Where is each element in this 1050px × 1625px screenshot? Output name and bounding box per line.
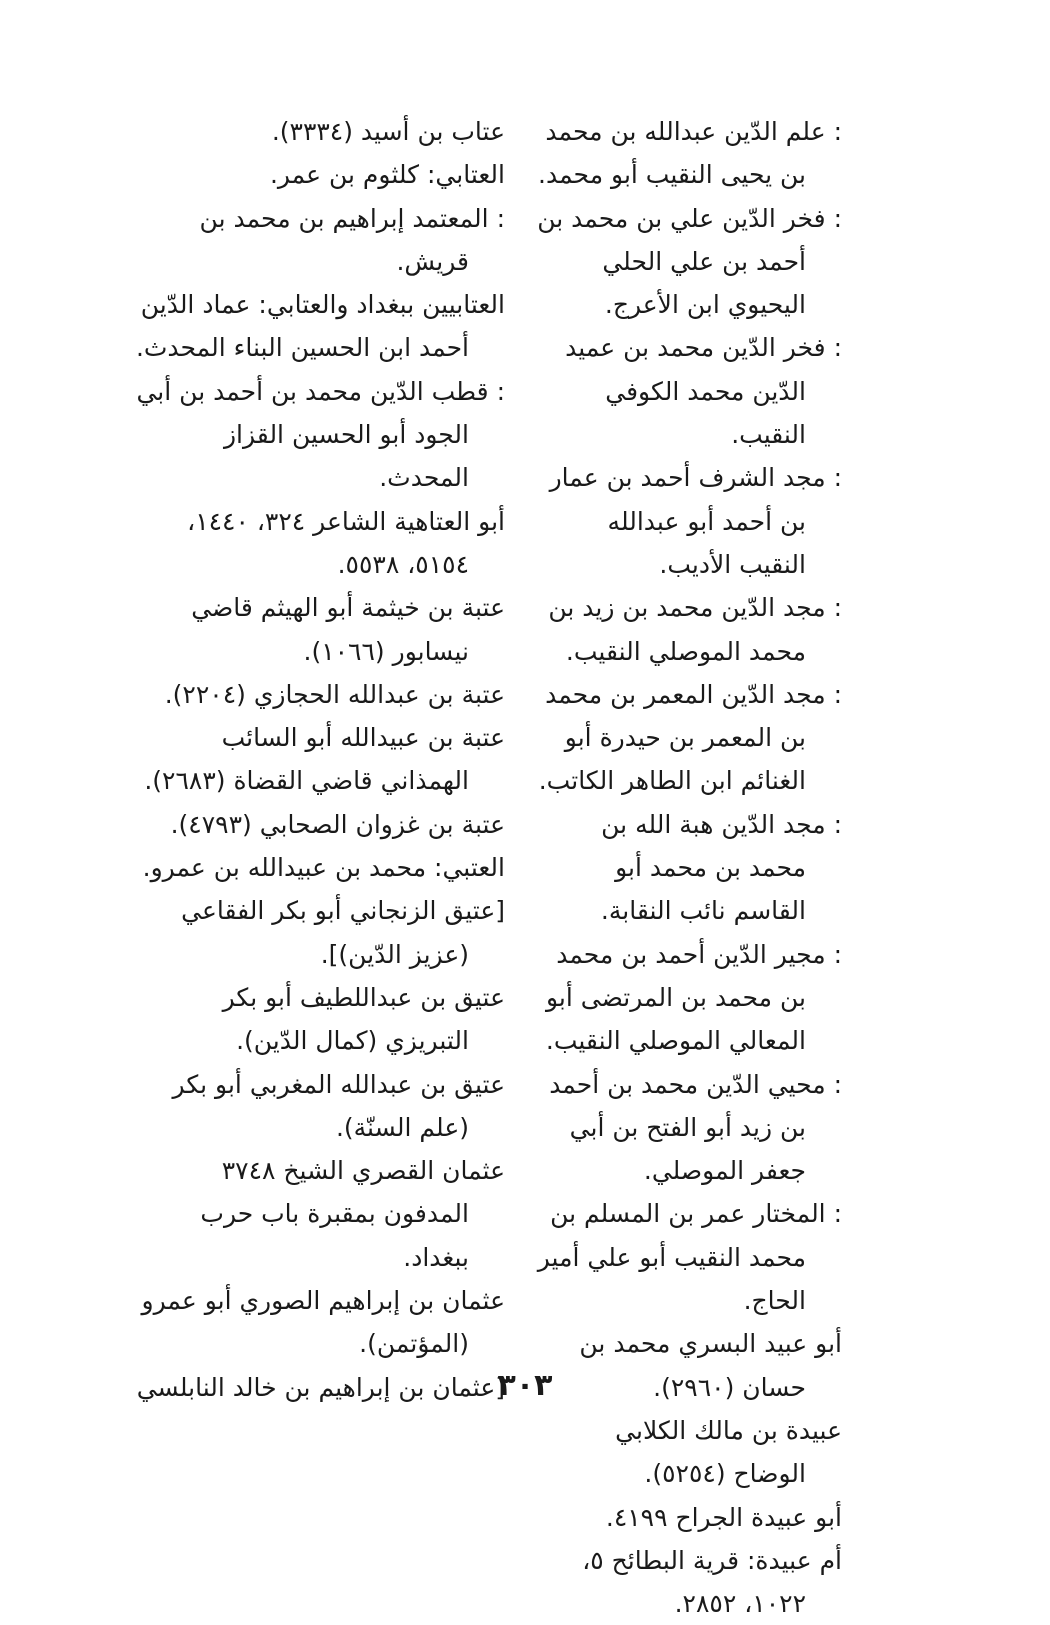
index-entry: أبو عبيدة الجراح ٤١٩٩. [605, 1502, 842, 1532]
index-entry: : مجد الدّين المعمر بن محمد بن المعمر بن حيدرة أبو الغنائم ابن الطاهر الكاتب. [538, 679, 842, 796]
index-entry: عتبة بن خيثمة أبو الهيثم قاضي نيسابور (١٠٦٦). [191, 593, 505, 666]
index-entry: عثمان بن إبراهيم الصوري أبو عمرو (المؤتمن). [141, 1286, 505, 1359]
index-entry: العتبي: محمد بن عبيدالله بن عمرو. [142, 853, 505, 883]
index-entry: عتبة بن عبيدالله أبو السائب الهمذاني قاضي القضاة (٢٦٨٣). [144, 723, 505, 796]
index-entry: أم عبيدة: قرية البطائح ٥، ١٠٢٢، ٢٨٥٢. [582, 1545, 842, 1619]
page-number: ٣٠٣ [497, 1368, 553, 1403]
index-entry: عتبة بن غزوان الصحابي (٤٧٩٣). [170, 809, 505, 839]
index-entry: العتابي: كلثوم بن عمر. [269, 160, 505, 190]
index-entry: عثمان القصري الشيخ ٣٧٤٨ المدفون بمقبرة باب حرب ببغداد. [200, 1156, 505, 1272]
index-entry: عتيق بن عبدالله المغربي أبو بكر (علم السنّة). [172, 1069, 505, 1142]
index-entry: أبو عبيد البسري محمد بن حسان (٢٩٦٠). [579, 1329, 842, 1402]
index-entry: : محيي الدّين محمد بن أحمد بن زيد أبو الفتح بن أبي جعفر الموصلي. [549, 1069, 842, 1186]
index-entry: : فخر الدّين علي بن محمد بن أحمد بن علي الحلي اليحيوي ابن الأعرج. [537, 203, 842, 320]
index-entry: : المختار عمر بن المسلم بن محمد النقيب أبو علي أمير الحاج. [537, 1199, 842, 1316]
index-entry: : علم الدّين عبدالله بن محمد بن يحيى النقيب أبو محمد. [538, 117, 842, 190]
index-entry: أبو العتاهية الشاعر ٣٢٤، ١٤٤٠، ٥١٥٤، ٥٥٣٨. [187, 506, 505, 579]
index-entry: العتابيين ببغداد والعتابي: عماد الدّين أحمد ابن الحسين البناء المحدث. [135, 290, 505, 363]
index-entry: عتاب بن أسيد (٣٣٣٤). [271, 117, 505, 146]
index-entry: : مجد الشرف أحمد بن عمار بن أحمد أبو عبدالله النقيب الأديب. [549, 463, 842, 579]
index-column-left [133, 110, 505, 1409]
index-entry: : فخر الدّين محمد بن عميد الدّين محمد الكوفي النقيب. [565, 333, 842, 450]
index-entry: [عثمان بن إبراهيم بن خالد النابلسي [136, 1372, 505, 1402]
index-entry: عتبة بن عبدالله الحجازي (٢٢٠٤). [164, 679, 505, 709]
index-entry: عبيدة بن مالك الكلابي الوضاح (٥٢٥٤). [615, 1415, 842, 1489]
index-entry: : قطب الدّين محمد بن أحمد بن أبي الجود أبو الحسين القزاز المحدث. [136, 376, 505, 493]
index-entry: عتيق بن عبداللطيف أبو بكر التبريزي (كمال الدّين). [222, 982, 505, 1056]
index-entry: : مجد الدّين محمد بن زيد بن محمد الموصلي النقيب. [548, 593, 842, 666]
index-entry: : المعتمد إبراهيم بن محمد بن قريش. [199, 203, 505, 276]
index-entry: : مجير الدّين أحمد بن محمد بن محمد بن المرتضى أبو المعالي الموصلي النقيب. [545, 939, 842, 1056]
index-entry: : مجد الدّين هبة الله بن محمد بن محمد أبو القاسم نائب النقابة. [600, 809, 842, 926]
index-entry: [عتيق الزنجاني أبو بكر الفقاعي (عزيز الدّين)]. [181, 896, 505, 969]
